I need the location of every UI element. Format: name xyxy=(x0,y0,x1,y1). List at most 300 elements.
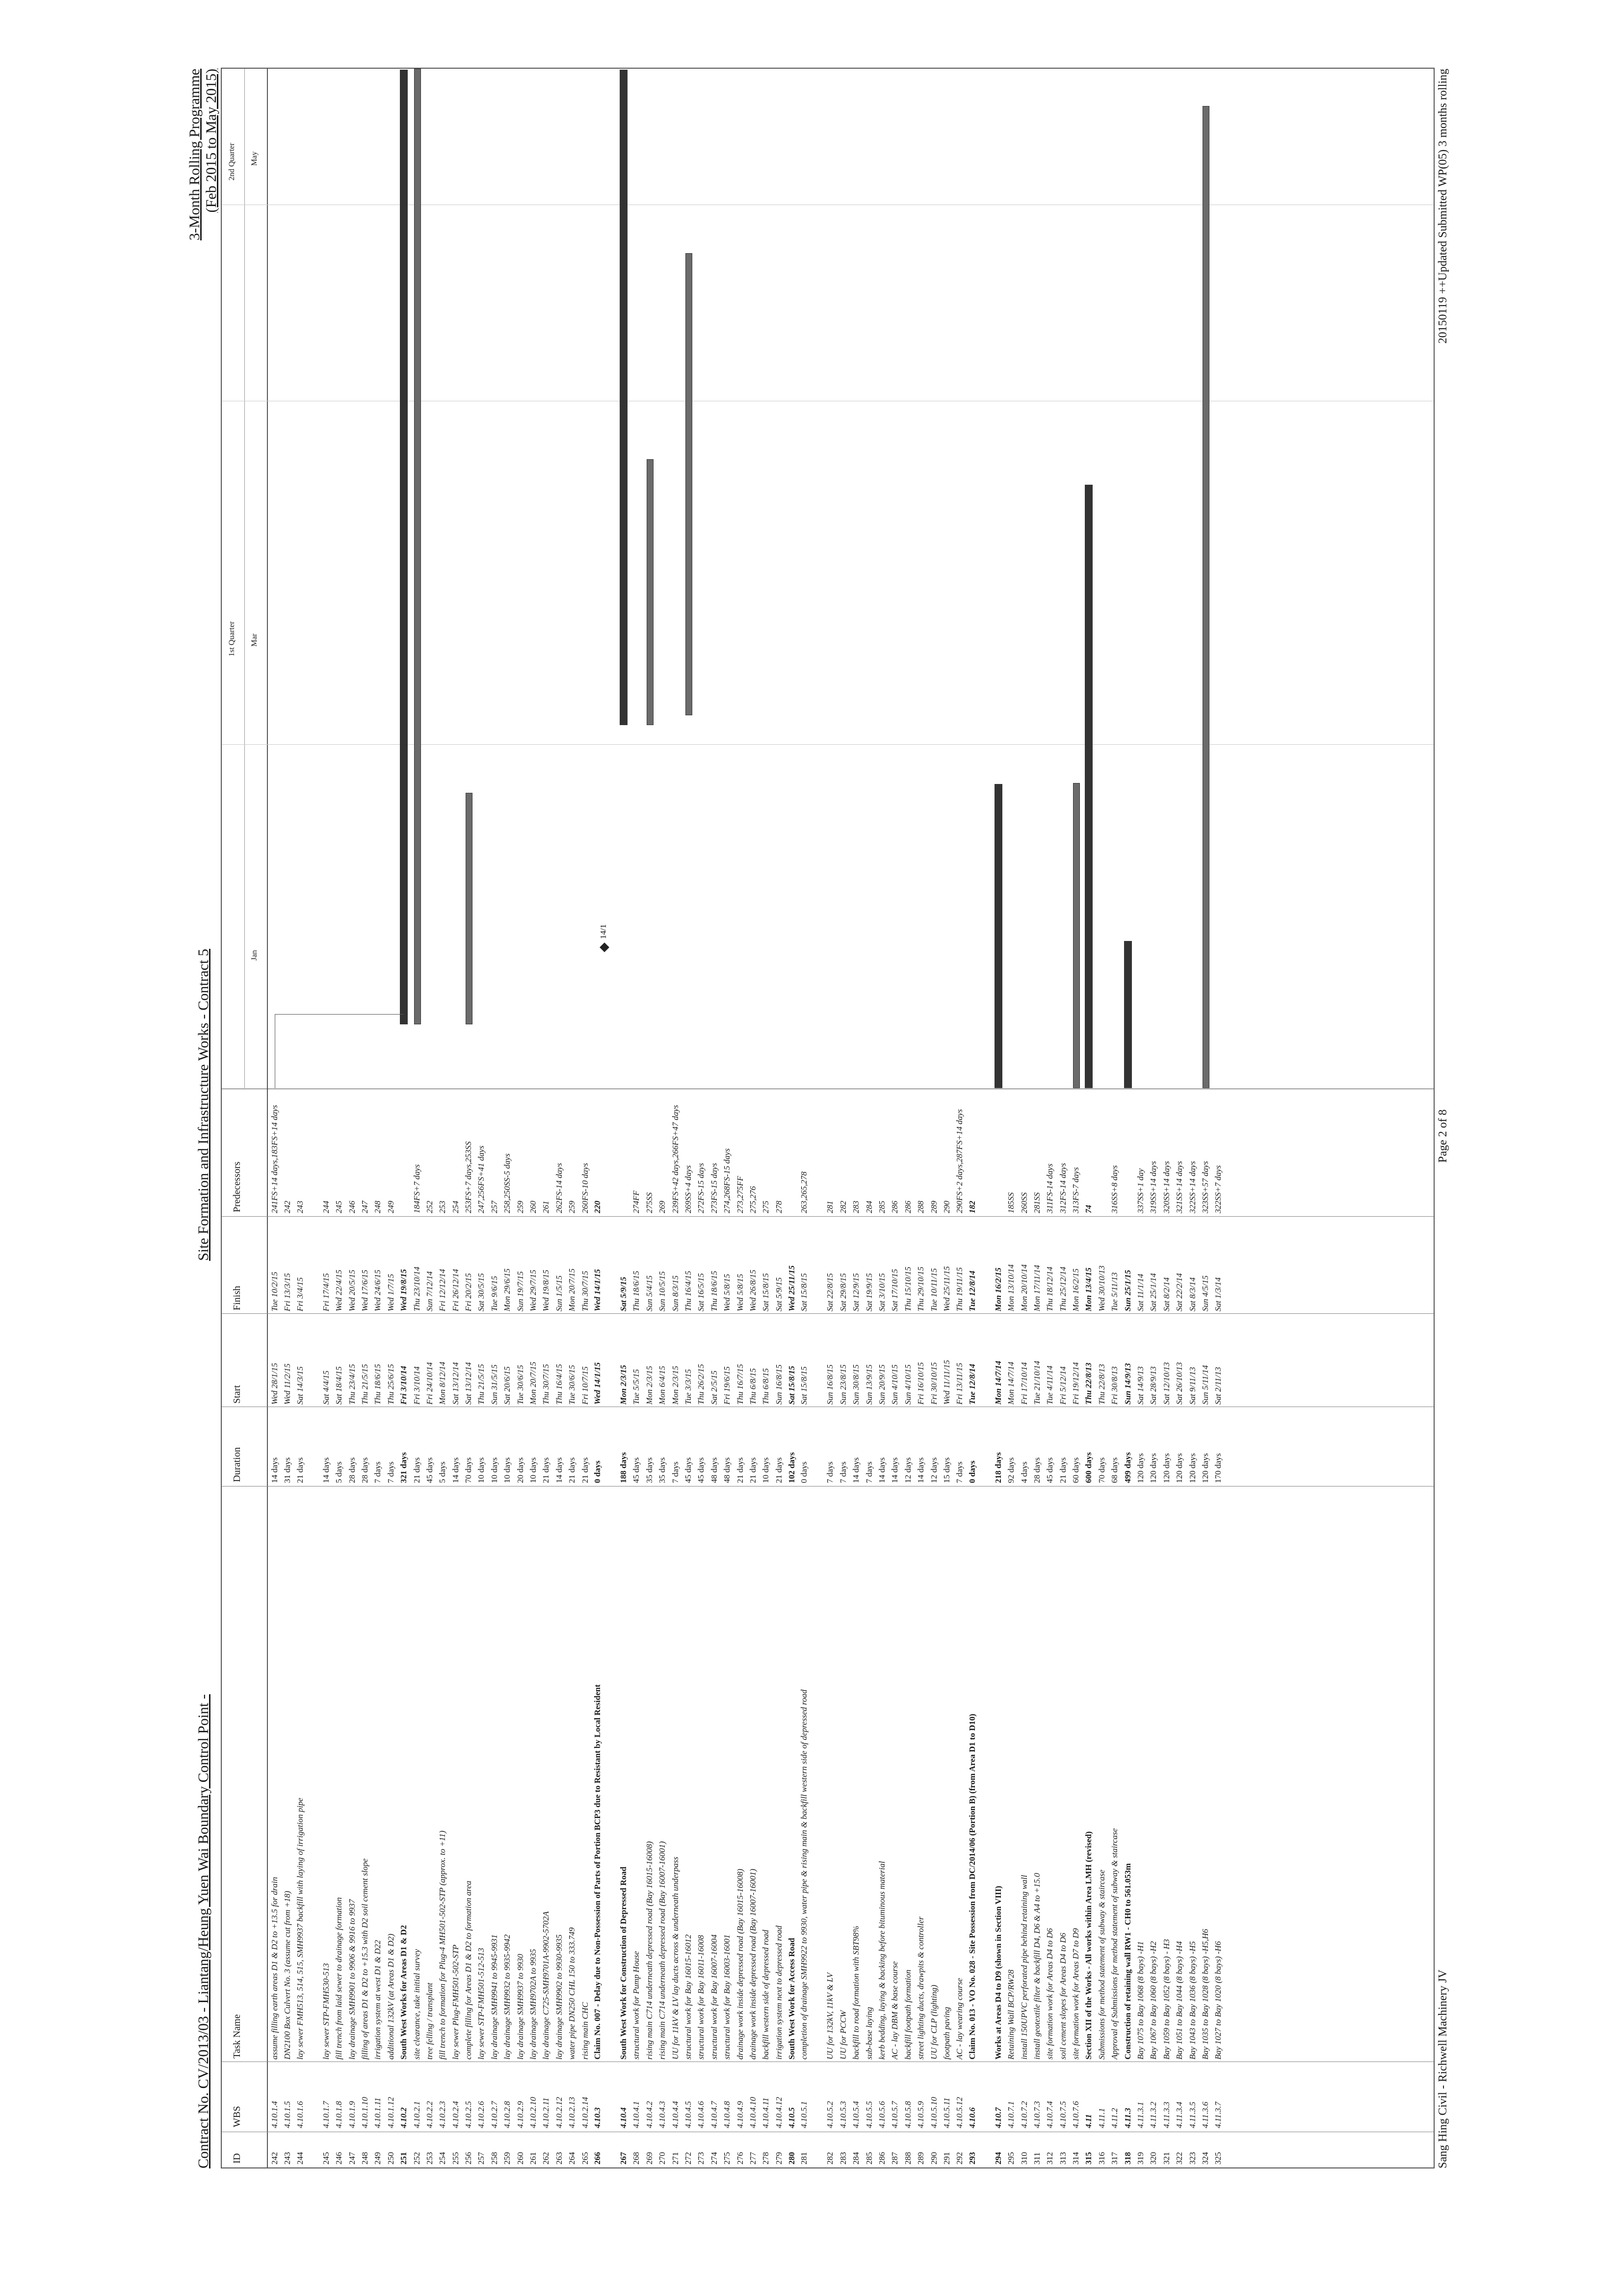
task-duration: 28 days xyxy=(347,1457,357,1483)
task-duration: 170 days xyxy=(1213,1453,1223,1483)
task-name: Bay 1027 to Bay 1020 (8 bays) -H6 xyxy=(1213,1941,1223,2060)
task-finish: Sun 4/5/15 xyxy=(1201,1275,1210,1311)
task-id: 290 xyxy=(929,2152,939,2165)
task-row[interactable] xyxy=(1108,1088,1121,2167)
task-id: 278 xyxy=(761,2152,771,2165)
task-id: 283 xyxy=(838,2152,848,2165)
task-id: 319 xyxy=(1136,2152,1146,2165)
task-id: 323 xyxy=(1187,2152,1197,2165)
task-predecessors: 285 xyxy=(877,1200,887,1213)
task-row[interactable] xyxy=(1005,1088,1018,2167)
task-row[interactable] xyxy=(669,1088,682,2167)
task-wbs: 4.10.2.11 xyxy=(541,2097,551,2128)
task-wbs: 4.10.3 xyxy=(592,2107,602,2128)
task-row[interactable] xyxy=(527,1088,540,2167)
task-duration: 21 days xyxy=(567,1457,577,1483)
task-predecessors: 247,256FS+41 days xyxy=(476,1145,486,1213)
task-start: Sat 13/12/14 xyxy=(464,1362,473,1405)
task-row[interactable] xyxy=(837,1088,850,2167)
task-duration: 28 days xyxy=(1032,1457,1042,1483)
task-row[interactable] xyxy=(708,1088,721,2167)
task-name: water pipe DN250 CHL 150 to 333.749 xyxy=(567,1927,577,2060)
task-wbs: 4.11.3.5 xyxy=(1187,2102,1197,2128)
summary-task-row[interactable] xyxy=(1082,1088,1095,2167)
summary-task-row[interactable] xyxy=(786,1088,798,2167)
milestone-label: 14/1 xyxy=(599,924,608,939)
task-duration: 21 days xyxy=(412,1457,421,1483)
task-finish: Sat 25/1/14 xyxy=(1149,1273,1158,1311)
task-duration: 0 days xyxy=(967,1461,977,1483)
task-start: Mon 2/3/15 xyxy=(644,1366,654,1405)
task-id: 274 xyxy=(709,2152,719,2165)
task-id: 294 xyxy=(993,2152,1003,2165)
task-predecessors: 253 xyxy=(438,1200,447,1213)
task-start: Fri 17/10/14 xyxy=(1019,1362,1029,1405)
task-wbs: 4.10.4.10 xyxy=(748,2097,758,2128)
task-start: Mon 6/4/15 xyxy=(657,1366,667,1405)
task-row[interactable] xyxy=(630,1088,643,2167)
gantt-chart xyxy=(222,69,1434,1088)
task-finish: Sun 7/12/14 xyxy=(424,1271,434,1311)
task-wbs: 4.10.2.9 xyxy=(515,2101,525,2128)
task-wbs: 4.11.3.4 xyxy=(1175,2102,1184,2128)
task-duration: 10 days xyxy=(489,1457,499,1483)
task-start: Sat 14/9/13 xyxy=(1136,1366,1146,1405)
task-id: 277 xyxy=(748,2152,758,2165)
task-name: rising main C714 underneath depressed road (Bay 16015-16008) xyxy=(644,1841,654,2060)
task-finish: Tue 12/8/14 xyxy=(967,1271,977,1311)
task-row[interactable] xyxy=(501,1088,514,2167)
task-start: Thu 23/4/15 xyxy=(347,1364,357,1405)
task-id: 265 xyxy=(580,2152,590,2165)
task-row[interactable] xyxy=(423,1088,436,2167)
task-row[interactable] xyxy=(798,1088,824,2167)
summary-task-row[interactable] xyxy=(1122,1088,1134,2167)
task-start: Thu 18/6/15 xyxy=(373,1364,383,1405)
task-finish: Thu 19/11/15 xyxy=(955,1267,965,1311)
task-name: site formation work for Areas D7 to D9 xyxy=(1071,1928,1081,2060)
task-row[interactable] xyxy=(760,1088,772,2167)
task-wbs: 4.10.4.3 xyxy=(657,2101,667,2128)
task-duration: 21 days xyxy=(295,1457,305,1483)
task-id: 251 xyxy=(399,2152,409,2165)
task-wbs: 4.10.5.12 xyxy=(955,2097,965,2128)
task-wbs: 4.10.5.4 xyxy=(851,2101,861,2128)
task-finish: Tue 9/6/15 xyxy=(489,1276,499,1311)
task-row[interactable] xyxy=(436,1088,449,2167)
task-start: Sat 20/6/15 xyxy=(502,1366,512,1405)
summary-task-row[interactable] xyxy=(967,1088,992,2167)
task-predecessors: 263,265,278 xyxy=(799,1172,809,1213)
task-row[interactable] xyxy=(1031,1088,1044,2167)
task-predecessors: 243 xyxy=(295,1200,305,1213)
task-start: Thu 16/7/15 xyxy=(735,1364,745,1405)
task-wbs: 4.10.2.7 xyxy=(489,2101,499,2128)
task-duration: 600 days xyxy=(1084,1452,1094,1483)
task-start: Thu 16/4/15 xyxy=(554,1364,564,1405)
task-name: Approval of Submissions for method statement of subway & staircase xyxy=(1110,1828,1120,2060)
task-start: Sat 26/10/13 xyxy=(1175,1362,1184,1405)
task-name: Claim No. 013 - VO No. 028 - Site Possession from DC/2014/06 (Portion B) (from Area D1 to D10) xyxy=(967,1714,977,2060)
task-wbs: 4.10.5.11 xyxy=(942,2097,951,2128)
task-wbs: 4.10.4.7 xyxy=(709,2101,719,2128)
task-row[interactable] xyxy=(1160,1088,1173,2167)
task-start: Fri 19/12/14 xyxy=(1071,1362,1081,1405)
task-row[interactable] xyxy=(1199,1088,1212,2167)
task-predecessors: 289 xyxy=(929,1200,939,1213)
task-row[interactable] xyxy=(953,1088,966,2167)
task-row[interactable] xyxy=(721,1088,733,2167)
task-row[interactable] xyxy=(294,1088,320,2167)
task-wbs: 4.10.4.1 xyxy=(631,2101,641,2128)
task-row[interactable] xyxy=(1018,1088,1031,2167)
task-row[interactable] xyxy=(850,1088,863,2167)
task-finish: Sat 15/8/15 xyxy=(799,1273,809,1311)
task-duration: 120 days xyxy=(1136,1453,1146,1483)
task-start: Sat 2/11/13 xyxy=(1213,1367,1223,1405)
task-duration: 60 days xyxy=(1071,1457,1081,1483)
page xyxy=(186,69,1472,2168)
summary-task-row[interactable] xyxy=(397,1088,410,2167)
task-finish: Sun 8/3/15 xyxy=(670,1275,680,1311)
task-id: 269 xyxy=(644,2152,654,2165)
task-name: completion of drainage SMH9922 to 9930, water pipe & rising main & backfill western side of depressed road xyxy=(799,1689,809,2060)
summary-task-row[interactable] xyxy=(592,1088,617,2167)
task-wbs: 4.10.5.2 xyxy=(825,2101,835,2128)
revision-note: 20150119 ++Updated Submitted WP(05) 3 months rolling xyxy=(1437,69,1449,344)
task-wbs: 4.10.2.8 xyxy=(502,2101,512,2128)
task-wbs: 4.10.5.10 xyxy=(929,2097,939,2128)
task-name: lay sewer STP-FMH501-512-513 xyxy=(476,1948,486,2060)
task-wbs: 4.11.1 xyxy=(1097,2108,1106,2128)
task-predecessors: 273FS-15 days xyxy=(709,1163,719,1213)
task-wbs: 4.10.5.8 xyxy=(903,2101,913,2128)
task-predecessors: 275 xyxy=(761,1200,771,1213)
task-wbs: 4.10.4 xyxy=(618,2107,628,2128)
task-name: AC - lay wearing course xyxy=(955,1978,965,2060)
task-row[interactable] xyxy=(411,1088,423,2167)
task-duration: 45 days xyxy=(1045,1457,1055,1483)
task-id: 312 xyxy=(1045,2152,1055,2165)
task-name: install 150UPVC perforated pipe behind retaining wall xyxy=(1019,1875,1029,2060)
task-id: 258 xyxy=(489,2152,499,2165)
task-name: tree felling / transplant xyxy=(424,1983,434,2060)
task-name: Bay 1067 to Bay 1060 (8 bays) -H2 xyxy=(1149,1941,1158,2060)
task-wbs: 4.10.2.1 xyxy=(412,2101,421,2128)
task-row[interactable] xyxy=(1070,1088,1082,2167)
task-name: South West Work for Construction of Depressed Road xyxy=(618,1866,628,2060)
task-row[interactable] xyxy=(863,1088,876,2167)
task-row[interactable] xyxy=(902,1088,915,2167)
task-row[interactable] xyxy=(1147,1088,1160,2167)
summary-task-row[interactable] xyxy=(617,1088,630,2167)
task-row[interactable] xyxy=(566,1088,578,2167)
task-wbs: 4.10.2.13 xyxy=(567,2097,577,2128)
col-start: Start xyxy=(232,1385,242,1404)
task-row[interactable] xyxy=(579,1088,592,2167)
task-duration: 4 days xyxy=(1019,1461,1029,1483)
task-wbs: 4.11.3.7 xyxy=(1213,2102,1223,2128)
task-finish: Wed 29/7/15 xyxy=(528,1270,538,1311)
col-id: ID xyxy=(232,2153,242,2164)
task-id: 260 xyxy=(515,2152,525,2165)
task-duration: 35 days xyxy=(644,1457,654,1483)
task-row[interactable] xyxy=(928,1088,941,2167)
task-id: 317 xyxy=(1110,2152,1120,2165)
task-name: lay sewer FMH513, 514, 515, SMH9937 backfill with laying of irrigation pipe xyxy=(295,1798,305,2060)
task-id: 263 xyxy=(554,2152,564,2165)
task-wbs: 4.10.1.12 xyxy=(386,2097,395,2128)
task-finish: Thu 16/4/15 xyxy=(683,1271,693,1311)
task-id: 273 xyxy=(696,2152,706,2165)
task-name: additional 132kV (at Areas D1 & D2) xyxy=(386,1933,395,2060)
task-start: Sat 13/12/14 xyxy=(450,1362,460,1405)
task-id: 325 xyxy=(1213,2152,1223,2165)
task-wbs: 4.10.4.9 xyxy=(735,2101,745,2128)
task-row[interactable] xyxy=(643,1088,656,2167)
task-duration: 218 days xyxy=(993,1452,1003,1483)
quarter-label: 2nd Quarter xyxy=(228,143,236,181)
task-row[interactable] xyxy=(773,1088,786,2167)
task-duration: 12 days xyxy=(903,1457,913,1483)
task-row[interactable] xyxy=(475,1088,488,2167)
task-id: 315 xyxy=(1084,2152,1094,2165)
task-predecessors: 323SS+57 days xyxy=(1201,1161,1210,1213)
task-row[interactable] xyxy=(333,1088,345,2167)
task-wbs: 4.11.3.1 xyxy=(1136,2102,1146,2128)
task-finish: Sat 1/3/14 xyxy=(1213,1277,1223,1311)
task-duration: 70 days xyxy=(464,1457,473,1483)
task-row[interactable] xyxy=(1173,1088,1186,2167)
dependency-line xyxy=(275,1014,404,1015)
task-duration: 7 days xyxy=(373,1461,383,1483)
task-predecessors: 182 xyxy=(967,1200,977,1213)
task-start: Tue 30/6/15 xyxy=(567,1365,577,1405)
task-row[interactable] xyxy=(1057,1088,1070,2167)
task-id: 295 xyxy=(1006,2152,1016,2165)
task-start: Thu 26/2/15 xyxy=(696,1364,706,1405)
task-row[interactable] xyxy=(1134,1088,1147,2167)
task-row[interactable] xyxy=(359,1088,371,2167)
task-bar xyxy=(414,69,421,1024)
task-name: soil cement slopes for Areas D4 to D6 xyxy=(1058,1932,1068,2060)
task-predecessors: 257 xyxy=(489,1200,499,1213)
task-finish: Thu 18/12/14 xyxy=(1045,1266,1055,1311)
task-duration: 45 days xyxy=(424,1457,434,1483)
task-id: 292 xyxy=(955,2152,965,2165)
task-duration: 321 days xyxy=(399,1452,409,1483)
task-name: DN2100 Box Culvert No. 3 (assume cut from +18) xyxy=(283,1891,292,2060)
task-start: Thu 21/5/15 xyxy=(476,1364,486,1405)
task-row[interactable] xyxy=(1044,1088,1056,2167)
task-start: Sat 15/8/15 xyxy=(799,1366,809,1405)
task-predecessors: 269 xyxy=(657,1200,667,1213)
task-id: 248 xyxy=(360,2152,369,2165)
month-label: Jan xyxy=(250,950,259,961)
task-row[interactable] xyxy=(695,1088,707,2167)
task-name: structural work for Bay 16003-16001 xyxy=(722,1934,732,2060)
task-row[interactable] xyxy=(488,1088,501,2167)
task-duration: 10 days xyxy=(502,1457,512,1483)
task-finish: Mon 13/10/14 xyxy=(1006,1264,1016,1311)
task-wbs: 4.10.1.9 xyxy=(347,2101,357,2128)
task-start: Sun 4/10/15 xyxy=(890,1364,900,1405)
summary-bar xyxy=(1085,485,1093,1088)
task-wbs: 4.10.1.5 xyxy=(283,2101,292,2128)
task-id: 268 xyxy=(631,2152,641,2165)
summary-bar xyxy=(1124,941,1132,1088)
task-row[interactable] xyxy=(320,1088,333,2167)
page-header xyxy=(186,69,221,2168)
task-wbs: 4.10.1.11 xyxy=(373,2097,383,2128)
task-wbs: 4.11.3.6 xyxy=(1201,2102,1210,2128)
task-row[interactable] xyxy=(824,1088,837,2167)
task-predecessors: 290 xyxy=(942,1200,951,1213)
task-finish: Wed 26/8/15 xyxy=(748,1270,758,1311)
task-wbs: 4.10.7.1 xyxy=(1006,2101,1016,2128)
task-id: 256 xyxy=(464,2152,473,2165)
task-id: 249 xyxy=(373,2152,383,2165)
task-row[interactable] xyxy=(346,1088,359,2167)
task-finish: Sat 12/9/15 xyxy=(851,1273,861,1311)
task-predecessors: 272FS-15 days xyxy=(696,1163,706,1213)
task-wbs: 4.10.1.8 xyxy=(334,2101,344,2128)
task-id: 320 xyxy=(1149,2152,1158,2165)
task-row[interactable] xyxy=(371,1088,384,2167)
summary-task-row[interactable] xyxy=(992,1088,1005,2167)
task-row[interactable] xyxy=(514,1088,527,2167)
task-finish: Tue 10/2/15 xyxy=(270,1272,279,1311)
task-predecessors: 290FS+2 days,287FS+14 days xyxy=(955,1109,965,1213)
task-name: fill trench to formation for Plug-4 MH501-502-STP (approx. to +11) xyxy=(438,1830,447,2060)
task-name: drainage work inside depressed road (Bay 16007-16001) xyxy=(748,1869,758,2060)
task-id: 266 xyxy=(592,2152,602,2165)
task-name: filling of areas D1 & D2 to +15.3 with D2 soil cement slope xyxy=(360,1858,369,2060)
task-row[interactable] xyxy=(268,1088,281,2167)
task-row[interactable] xyxy=(1096,1088,1108,2167)
task-predecessors: 274,268FS-15 days xyxy=(722,1148,732,1213)
task-name: structural work for Bay 16011-16008 xyxy=(696,1935,706,2060)
task-wbs: 4.10.7.5 xyxy=(1058,2101,1068,2128)
task-start: Tue 5/5/15 xyxy=(631,1369,641,1405)
programme-title xyxy=(186,69,220,240)
task-predecessors: 278 xyxy=(774,1200,784,1213)
task-id: 247 xyxy=(347,2152,357,2165)
task-row[interactable] xyxy=(1212,1088,1225,2167)
task-row[interactable] xyxy=(682,1088,695,2167)
task-duration: 10 days xyxy=(528,1457,538,1483)
col-task-name: Task Name xyxy=(232,2014,242,2059)
task-name: structural work for Bay 16015-16012 xyxy=(683,1934,693,2060)
task-predecessors: 260SS xyxy=(1019,1192,1029,1213)
task-wbs: 4.10.1.6 xyxy=(295,2101,305,2128)
task-duration: 14 days xyxy=(450,1457,460,1483)
task-wbs: 4.10.2.14 xyxy=(580,2097,590,2128)
task-start: Fri 24/10/14 xyxy=(424,1362,434,1405)
task-id: 316 xyxy=(1097,2152,1106,2165)
task-row[interactable] xyxy=(553,1088,566,2167)
task-predecessors: 242 xyxy=(283,1200,292,1213)
task-predecessors: 253FS+7 days,253SS xyxy=(464,1141,473,1213)
task-start: Thu 22/8/13 xyxy=(1097,1364,1106,1405)
task-name: Bay 1051 to Bay 1044 (8 bays) -H4 xyxy=(1175,1941,1184,2060)
task-wbs: 4.10.2.3 xyxy=(438,2101,447,2128)
task-finish: Sat 19/9/15 xyxy=(864,1273,874,1311)
task-name: UU for 132kV, 11kV & LV xyxy=(825,1973,835,2060)
task-start: Wed 14/1/15 xyxy=(592,1362,602,1405)
task-start: Fri 13/11/15 xyxy=(955,1362,965,1405)
task-row[interactable] xyxy=(385,1088,397,2167)
task-duration: 14 days xyxy=(877,1457,887,1483)
task-row[interactable] xyxy=(1186,1088,1199,2167)
task-row[interactable] xyxy=(449,1088,462,2167)
col-duration: Duration xyxy=(232,1447,242,1482)
task-duration: 35 days xyxy=(657,1457,667,1483)
task-duration: 14 days xyxy=(851,1457,861,1483)
timeline-months xyxy=(244,69,267,1088)
task-name: lay drainage SMH9902 to 9930-9935 xyxy=(554,1934,564,2060)
task-finish: Wed 5/8/15 xyxy=(735,1274,745,1311)
task-start: Sun 13/9/15 xyxy=(864,1364,874,1405)
task-finish: Thu 18/6/15 xyxy=(709,1271,719,1311)
task-row[interactable] xyxy=(915,1088,927,2167)
task-row[interactable] xyxy=(462,1088,475,2167)
task-id: 246 xyxy=(334,2152,344,2165)
task-duration: 28 days xyxy=(360,1457,369,1483)
task-name: structural work for Pump House xyxy=(631,1951,641,2060)
task-name: UU for CLP (lighting) xyxy=(929,1984,939,2060)
task-finish: Sat 15/8/15 xyxy=(761,1273,771,1311)
task-row[interactable] xyxy=(656,1088,669,2167)
task-id: 259 xyxy=(502,2152,512,2165)
task-name: Construction of retaining wall RW1 - CH0 to 561.053m xyxy=(1123,1863,1132,2060)
task-start: Sat 9/11/13 xyxy=(1187,1367,1197,1405)
task-row[interactable] xyxy=(734,1088,747,2167)
task-id: 314 xyxy=(1071,2152,1081,2165)
task-start: Thu 6/8/15 xyxy=(761,1368,771,1405)
task-row[interactable] xyxy=(876,1088,889,2167)
task-name: Bay 1043 to Bay 1036 (8 bays) -H5 xyxy=(1187,1941,1197,2060)
task-predecessors: 321SS+14 days xyxy=(1175,1161,1184,1213)
task-row[interactable] xyxy=(941,1088,953,2167)
task-wbs: 4.10.5.1 xyxy=(799,2101,809,2128)
task-id: 257 xyxy=(476,2152,486,2165)
task-start: Sat 4/4/15 xyxy=(321,1370,331,1405)
contractor-name: Sang Hing Civil - Richwell Machinery JV xyxy=(1437,1969,1449,2168)
task-finish: Wed 24/6/15 xyxy=(373,1270,383,1311)
task-duration: 7 days xyxy=(838,1461,848,1483)
task-predecessors: 286 xyxy=(890,1200,900,1213)
task-start: Sat 28/9/13 xyxy=(1149,1366,1158,1405)
task-name: backfill western side of depressed road xyxy=(761,1930,771,2060)
task-start: Wed 11/11/15 xyxy=(942,1360,951,1405)
task-row[interactable] xyxy=(747,1088,760,2167)
task-name: lay sewer STP-FMH530-513 xyxy=(321,1963,331,2060)
task-start: Fri 5/12/14 xyxy=(1058,1366,1068,1405)
task-start: Sun 20/9/15 xyxy=(877,1364,887,1405)
task-duration: 14 days xyxy=(321,1457,331,1483)
task-row[interactable] xyxy=(281,1088,294,2167)
task-start: Tue 21/10/14 xyxy=(1032,1360,1042,1405)
task-finish: Tue 10/11/15 xyxy=(929,1268,939,1311)
task-row[interactable] xyxy=(889,1088,901,2167)
task-row[interactable] xyxy=(540,1088,552,2167)
task-wbs: 4.10.5.9 xyxy=(916,2101,926,2128)
task-duration: 120 days xyxy=(1161,1453,1171,1483)
task-start: Mon 20/7/15 xyxy=(528,1361,538,1405)
task-duration: 10 days xyxy=(476,1457,486,1483)
col-finish: Finish xyxy=(232,1285,242,1310)
